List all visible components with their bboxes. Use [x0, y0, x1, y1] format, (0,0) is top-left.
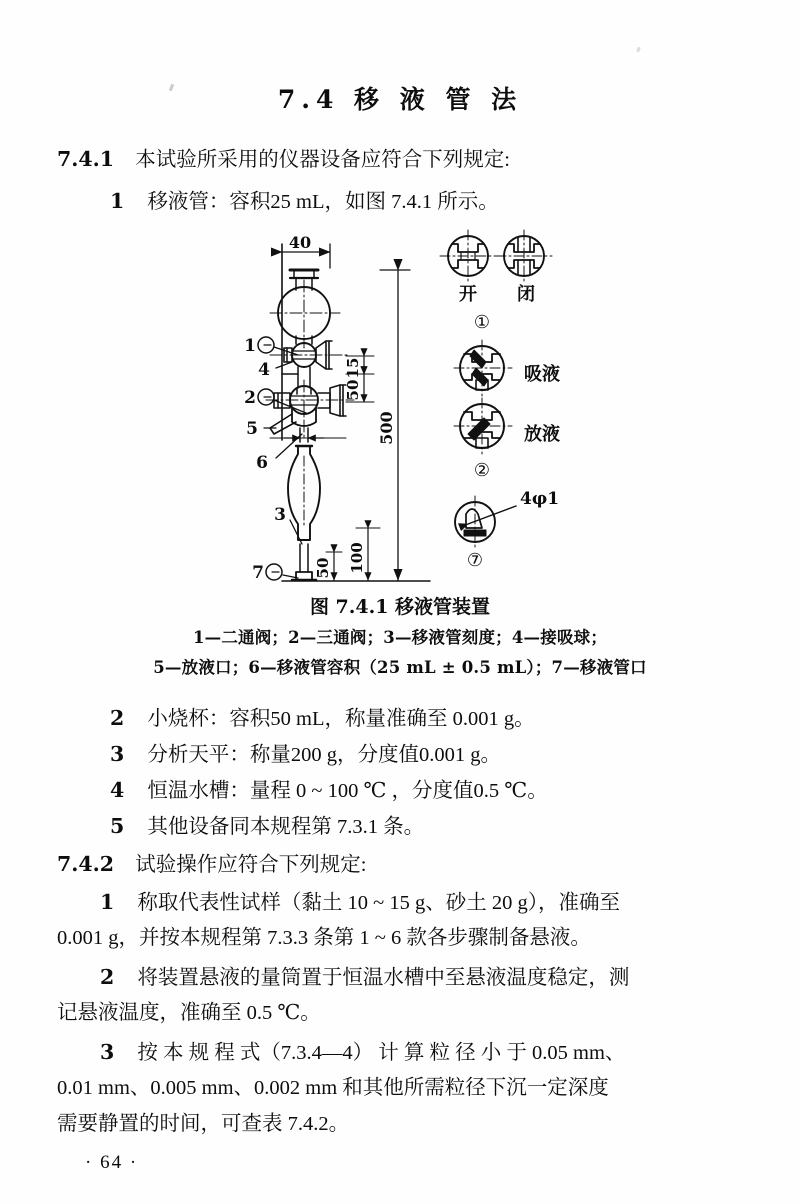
- procedure-item-3-line-1: [100, 1035, 625, 1070]
- detail-marker-1: ①: [473, 312, 491, 333]
- item-text: 按 本 规 程 式（7.3.4—4） 计 算 粒 径 小 于 0.05 mm、: [137, 1042, 626, 1064]
- label-hole-spec: 4φ1: [520, 489, 560, 509]
- dimension-40: 40: [288, 233, 312, 252]
- figure-7-4-1: [230, 228, 590, 588]
- label-open: 开: [459, 284, 477, 305]
- dimension-100: 100: [348, 542, 366, 574]
- item-number: 2: [110, 706, 125, 730]
- procedure-item-3-line-3: 需要静置的时间，可查表 7.4.2。: [57, 1113, 350, 1135]
- figure-legend-line-2: 5—放液口；6—移液管容积（25 mL ± 0.5 mL）；7—移液管口: [153, 658, 647, 677]
- equipment-item-3: [110, 737, 501, 772]
- callout-2: 2: [244, 388, 256, 408]
- item-text: 其他设备同本规程第 7.3.1 条。: [147, 816, 425, 838]
- callout-4: 4: [258, 360, 270, 380]
- detail-marker-2: ②: [473, 460, 491, 481]
- detail-marker-7: ⑦: [466, 550, 484, 571]
- clause-7-4-2: [57, 847, 366, 882]
- procedure-item-1-line-2: 0.001 g，并按本规程第 7.3.3 条第 1 ~ 6 款各步骤制备悬液。: [57, 927, 591, 949]
- figure-caption: 图 7.4.1 移液管装置: [309, 596, 491, 618]
- label-discharge: 放液: [524, 424, 560, 445]
- dimension-500: 500: [377, 411, 396, 445]
- dimension-50-tip: 50: [314, 557, 332, 579]
- item-number: 2: [100, 965, 115, 989]
- callout-7: 7: [252, 563, 264, 583]
- item-text: 称取代表性试样（黏土 10 ~ 15 g、砂土 20 g），准确至: [137, 892, 620, 914]
- label-closed: 闭: [517, 284, 535, 305]
- item-number: 1: [100, 890, 115, 914]
- item-text: 分析天平：称量200 g，分度值0.001 g。: [147, 744, 502, 766]
- item-text: 移液管：容积25 mL，如图 7.4.1 所示。: [147, 191, 499, 213]
- procedure-item-2-line-1: [100, 960, 629, 995]
- procedure-item-1-line-1: [100, 885, 620, 920]
- dimension-50-upper: 50: [344, 379, 362, 401]
- callout-6: 6: [256, 453, 268, 473]
- label-suction: 吸液: [524, 364, 560, 385]
- page-number: · 64 ·: [85, 1152, 139, 1173]
- clause-number: 7.4.1: [57, 147, 115, 171]
- item-number: 5: [110, 814, 125, 838]
- callout-3: 3: [274, 505, 286, 525]
- clause-text: 本试验所采用的仪器设备应符合下列规定:: [135, 149, 510, 171]
- equipment-item-4: [110, 773, 548, 808]
- item-text: 将装置悬液的量筒置于恒温水槽中至悬液温度稳定，测: [137, 967, 630, 989]
- item-text: 恒温水槽：量程 0 ~ 100 ℃ ，分度值0.5 ℃。: [147, 780, 548, 802]
- dimension-15: 15: [344, 357, 362, 379]
- procedure-item-3-line-2: 0.01 mm、0.005 mm、0.002 mm 和其他所需粒径下沉一定深度: [57, 1077, 609, 1099]
- figure-legend-line-1: 1—二通阀；2—三通阀；3—移液管刻度；4—接吸球；: [192, 628, 608, 647]
- clause-7-4-1: [57, 142, 510, 177]
- clause-text: 试验操作应符合下列规定:: [135, 854, 367, 876]
- equipment-item-5: [110, 809, 424, 844]
- item-number: 3: [110, 742, 125, 766]
- equipment-item-1: [110, 184, 499, 219]
- item-number: 3: [100, 1040, 115, 1064]
- procedure-item-2-line-2: 记悬液温度，准确至 0.5 ℃。: [57, 1002, 321, 1024]
- callout-1: 1: [244, 336, 256, 356]
- item-number: 1: [110, 189, 125, 213]
- equipment-item-2: [110, 701, 535, 736]
- clause-number: 7.4.2: [57, 852, 115, 876]
- item-number: 4: [110, 778, 125, 802]
- callout-5: 5: [246, 419, 258, 439]
- item-text: 小烧杯：容积50 mL，称量准确至 0.001 g。: [147, 708, 535, 730]
- page-title: 7.4 移 液 管 法: [277, 85, 523, 114]
- scan-artifact: [636, 47, 641, 53]
